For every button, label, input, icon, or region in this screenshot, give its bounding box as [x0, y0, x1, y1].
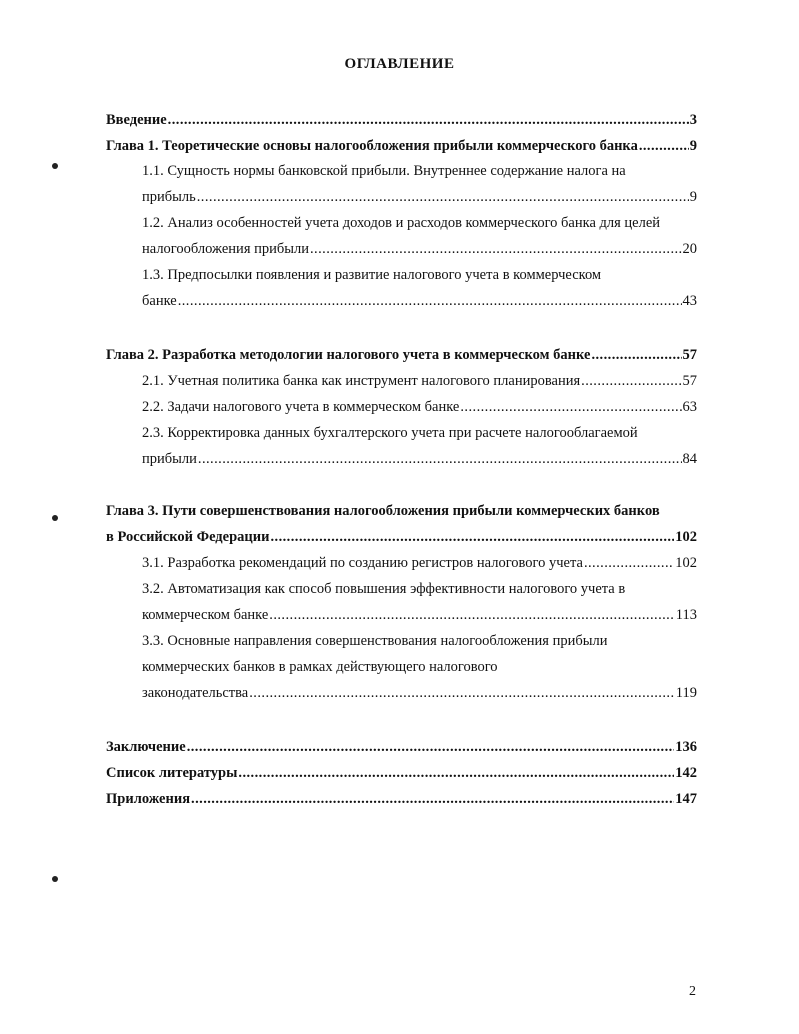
- page-number: 2: [689, 984, 696, 999]
- toc-page: 20: [682, 241, 697, 257]
- toc-entry-3-3-line2[interactable]: коммерческих банков в рамках действующего налогового: [142, 659, 498, 675]
- toc-label: Глава 1. Теоретические основы налогообложения прибыли коммерческого банка: [106, 138, 638, 154]
- binding-hole-mark: [52, 515, 58, 521]
- toc-entry-2-3[interactable]: прибыли . . . 84: [142, 450, 697, 468]
- toc-label: Введение: [106, 112, 167, 128]
- toc-entry-1-2[interactable]: налогообложения прибыли . . . 20: [142, 240, 697, 258]
- toc-page: 102: [675, 529, 697, 545]
- toc-page: 142: [675, 765, 697, 781]
- toc-entry-intro[interactable]: [106, 111, 697, 129]
- toc-page: 84: [682, 451, 697, 467]
- binding-hole-mark: [52, 163, 58, 169]
- toc-page: 9: [689, 189, 697, 205]
- toc-entry-3-3-line1[interactable]: 3.3. Основные направления совершенствования налогообложения прибыли: [142, 633, 608, 649]
- toc-page: 57: [682, 373, 697, 389]
- toc-entry-3-2[interactable]: коммерческом банке . . . 113: [142, 606, 697, 624]
- toc-page: 119: [675, 685, 697, 701]
- toc-entry-chapter-1[interactable]: [106, 137, 697, 155]
- toc-entry-2-3-line1[interactable]: 2.3. Корректировка данных бухгалтерского учета при расчете налогооблагаемой: [142, 425, 638, 441]
- toc-page: 9: [689, 138, 697, 154]
- binding-hole-mark: [52, 876, 58, 882]
- toc-entry-1-3-line1[interactable]: 1.3. Предпосылки появления и развитие налогового учета в коммерческом: [142, 267, 602, 283]
- toc-page: 113: [675, 607, 697, 623]
- toc-entry-2-2[interactable]: 2.2. Задачи налогового учета в коммерческом банке . . . 63: [142, 398, 697, 416]
- toc-page: 57: [682, 347, 697, 363]
- toc-page: 102: [675, 555, 697, 571]
- toc-entry-3-3[interactable]: законодательства . . . 119: [142, 684, 697, 702]
- toc-entry-conclusion[interactable]: Заключение . . . 136: [106, 738, 697, 756]
- toc-page: 136: [675, 739, 697, 755]
- toc-entry-chapter-2[interactable]: [106, 346, 697, 364]
- toc-entry-3-2-line1[interactable]: 3.2. Автоматизация как способ повышения эффективности налогового учета в: [142, 581, 626, 597]
- toc-entry-3-1[interactable]: 3.1. Разработка рекомендаций по созданию регистров налогового учета . . . 102: [142, 554, 697, 572]
- toc-entry-bibliography[interactable]: Список литературы . . . 142: [106, 764, 697, 782]
- toc-page: 43: [682, 293, 697, 309]
- toc-entry-chapter-3[interactable]: в Российской Федерации . . . 102: [106, 528, 697, 546]
- toc-entry-2-1[interactable]: 2.1. Учетная политика банка как инструмент налогового планирования . . . 57: [142, 372, 697, 390]
- toc-label: Глава 2. Разработка методологии налогового учета в коммерческом банке: [106, 347, 591, 363]
- toc-page: 3: [689, 112, 697, 128]
- toc-page: 147: [675, 791, 697, 807]
- toc-page: 63: [682, 399, 697, 415]
- toc-entry-1-3[interactable]: банке . . . 43: [142, 292, 697, 310]
- toc-entry-1-1[interactable]: прибыль . . . 9: [142, 188, 697, 206]
- toc-entry-1-2-line1[interactable]: 1.2. Анализ особенностей учета доходов и расходов коммерческого банка для целей: [142, 215, 661, 231]
- page-title: ОГЛАВЛЕНИЕ: [344, 56, 455, 72]
- toc-entry-1-1-line1[interactable]: 1.1. Сущность нормы банковской прибыли. Внутреннее содержание налога на: [142, 163, 626, 179]
- toc-entry-chapter-3-line1[interactable]: Глава 3. Пути совершенствования налогообложения прибыли коммерческих банков: [106, 503, 660, 519]
- toc-entry-appendix[interactable]: Приложения . . . 147: [106, 790, 697, 808]
